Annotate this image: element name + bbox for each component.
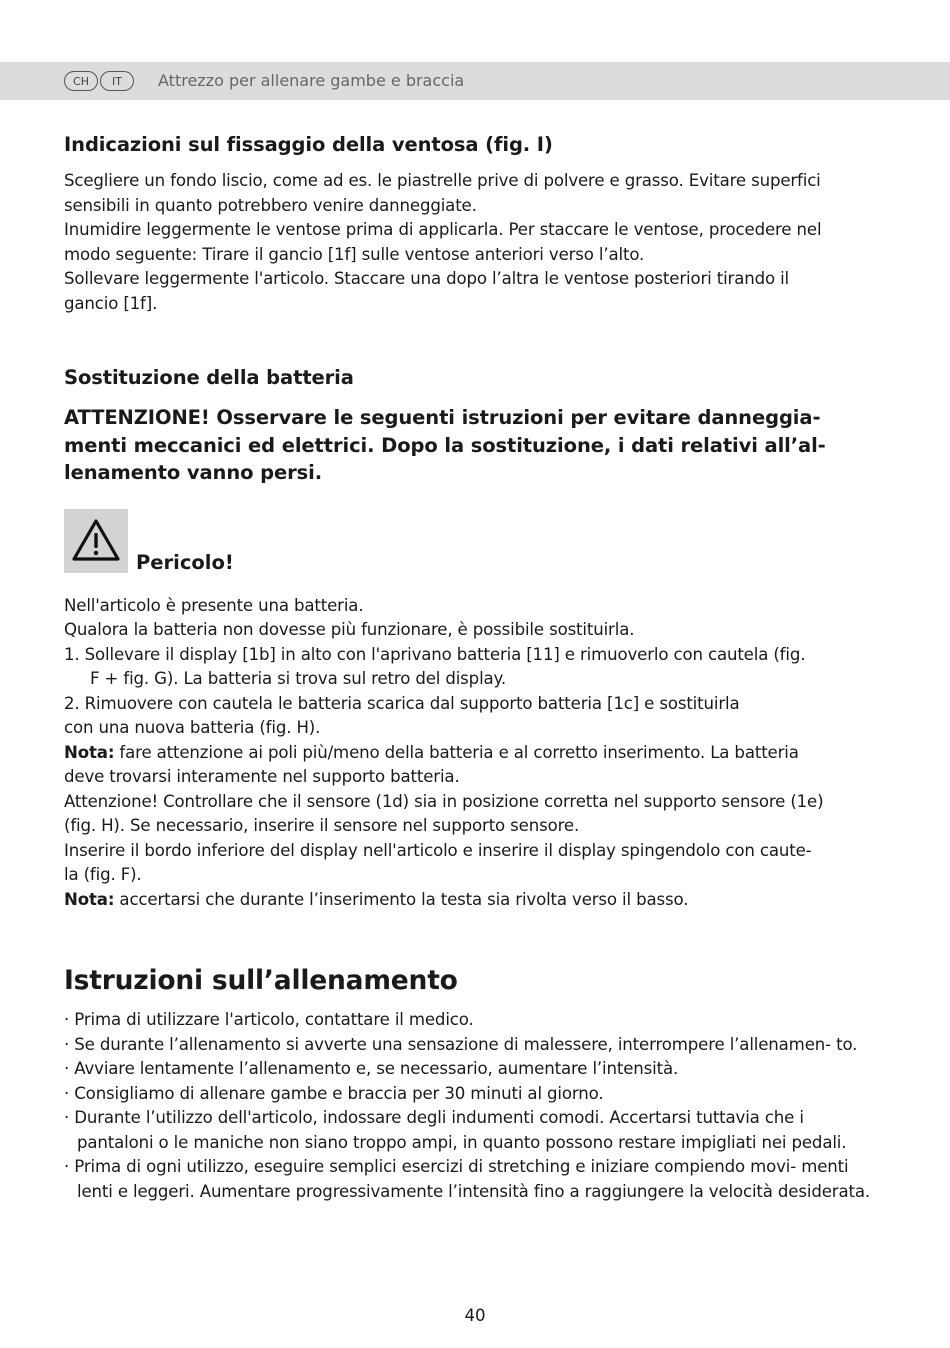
note-text: fare attenzione ai poli più/meno della batteria e al corretto inserimento. La batteria bbox=[114, 742, 799, 762]
header-band bbox=[0, 62, 950, 100]
page-number: 40 bbox=[464, 1306, 486, 1325]
page-content bbox=[64, 132, 886, 1204]
training-list bbox=[64, 1008, 882, 1204]
header-title: Attrezzo per allenare gambe e braccia bbox=[158, 71, 465, 90]
note-1 bbox=[64, 741, 886, 766]
list-item: · Prima di utilizzare l'articolo, contattare il medico. bbox=[64, 1010, 474, 1029]
note-label: Nota: bbox=[64, 742, 115, 762]
paragraph-line: Scegliere un fondo liscio, come ad es. le piastrelle prive di polvere e grasso. Evitare superfici bbox=[64, 171, 821, 190]
step-2: 2. Rimuovere con cautela le batteria scarica dal supporto batteria [1c] e sostituirla bbox=[64, 693, 740, 713]
warning-line: menti meccanici ed elettrici. Dopo la sostituzione, i dati relativi all’al- bbox=[64, 433, 826, 457]
step-1: 1. Sollevare il display [1b] in alto con l'aprivano batteria [11] e rimuoverlo con cautela (fig. bbox=[64, 644, 806, 664]
list-item: · Avviare lentamente l’allenamento e, se necessario, aumentare l’intensità. bbox=[64, 1059, 679, 1078]
danger-notice bbox=[64, 509, 886, 575]
warning-line: ATTENZIONE! Osservare le seguenti istruzioni per evitare danneggia- bbox=[64, 406, 821, 429]
paragraph-line: sensibili in quanto potrebbero venire danneggiate. bbox=[64, 195, 477, 215]
suction-cup-heading: Indicazioni sul fissaggio della ventosa (fig. I) bbox=[64, 133, 553, 156]
battery-warning bbox=[64, 404, 886, 487]
training-title: Istruzioni sull’allenamento bbox=[64, 965, 458, 996]
note-2 bbox=[64, 888, 886, 913]
list-item: · Prima di ogni utilizzo, eseguire semplici esercizi di stretching e iniziare compiendo movi- menti lenti e leggeri. Aumentare progressivamente l’intensità fino a raggiungere la velocità desiderata. bbox=[64, 1157, 870, 1201]
step-1-continued: F + fig. G). La batteria si trova sul retro del display. bbox=[90, 669, 506, 688]
paragraph-line: Qualora la batteria non dovesse più funzionare, è possibile sostituirla. bbox=[64, 620, 635, 639]
list-item: · Consigliamo di allenare gambe e braccia per 30 minuti al giorno. bbox=[64, 1083, 604, 1103]
paragraph-line: Sollevare leggermente l'articolo. Staccare una dopo l’altra le ventose posteriori tirando il bbox=[64, 269, 790, 288]
country-badge-it: IT bbox=[100, 71, 134, 91]
paragraph-line: Nell'articolo è presente una batteria. bbox=[64, 595, 364, 615]
insert-line: la (fig. F). bbox=[64, 865, 142, 884]
warning-triangle-icon bbox=[64, 509, 128, 573]
country-badge-ch: CH bbox=[64, 71, 98, 91]
note-label: Nota: bbox=[64, 889, 115, 909]
list-item: · Durante l’utilizzo dell'articolo, indossare degli indumenti comodi. Accertarsi tuttavia che i pantaloni o le maniche non siano troppo ampi, in quanto possono restare impigliati nei pedali. bbox=[64, 1108, 847, 1152]
warning-line: lenamento vanno persi. bbox=[64, 461, 323, 484]
battery-instructions bbox=[64, 594, 886, 913]
paragraph-line: gancio [1f]. bbox=[64, 293, 158, 313]
attention-line: (fig. H). Se necessario, inserire il sensore nel supporto sensore. bbox=[64, 816, 580, 835]
paragraph-line: Inumidire leggermente le ventose prima di applicarla. Per staccare le ventose, procedere nel bbox=[64, 220, 822, 239]
list-item: · Se durante l’allenamento si avverte una sensazione di malessere, interrompere l’allenamen- to. bbox=[64, 1034, 858, 1054]
step-2-continued: con una nuova batteria (fig. H). bbox=[64, 718, 321, 737]
insert-line: Inserire il bordo inferiore del display nell'articolo e inserire il display spingendolo con caute- bbox=[64, 840, 812, 860]
attention-line: Attenzione! Controllare che il sensore (1d) sia in posizione corretta nel supporto sensore (1e) bbox=[64, 791, 824, 811]
danger-label: Pericolo! bbox=[136, 550, 234, 574]
battery-heading: Sostituzione della batteria bbox=[64, 366, 354, 389]
note-text: accertarsi che durante l’inserimento la testa sia rivolta verso il basso. bbox=[114, 889, 689, 909]
suction-cup-text bbox=[64, 169, 886, 316]
paragraph-line: modo seguente: Tirare il gancio [1f] sulle ventose anteriori verso l’alto. bbox=[64, 244, 645, 264]
note-1-continued: deve trovarsi interamente nel supporto batteria. bbox=[64, 767, 460, 786]
